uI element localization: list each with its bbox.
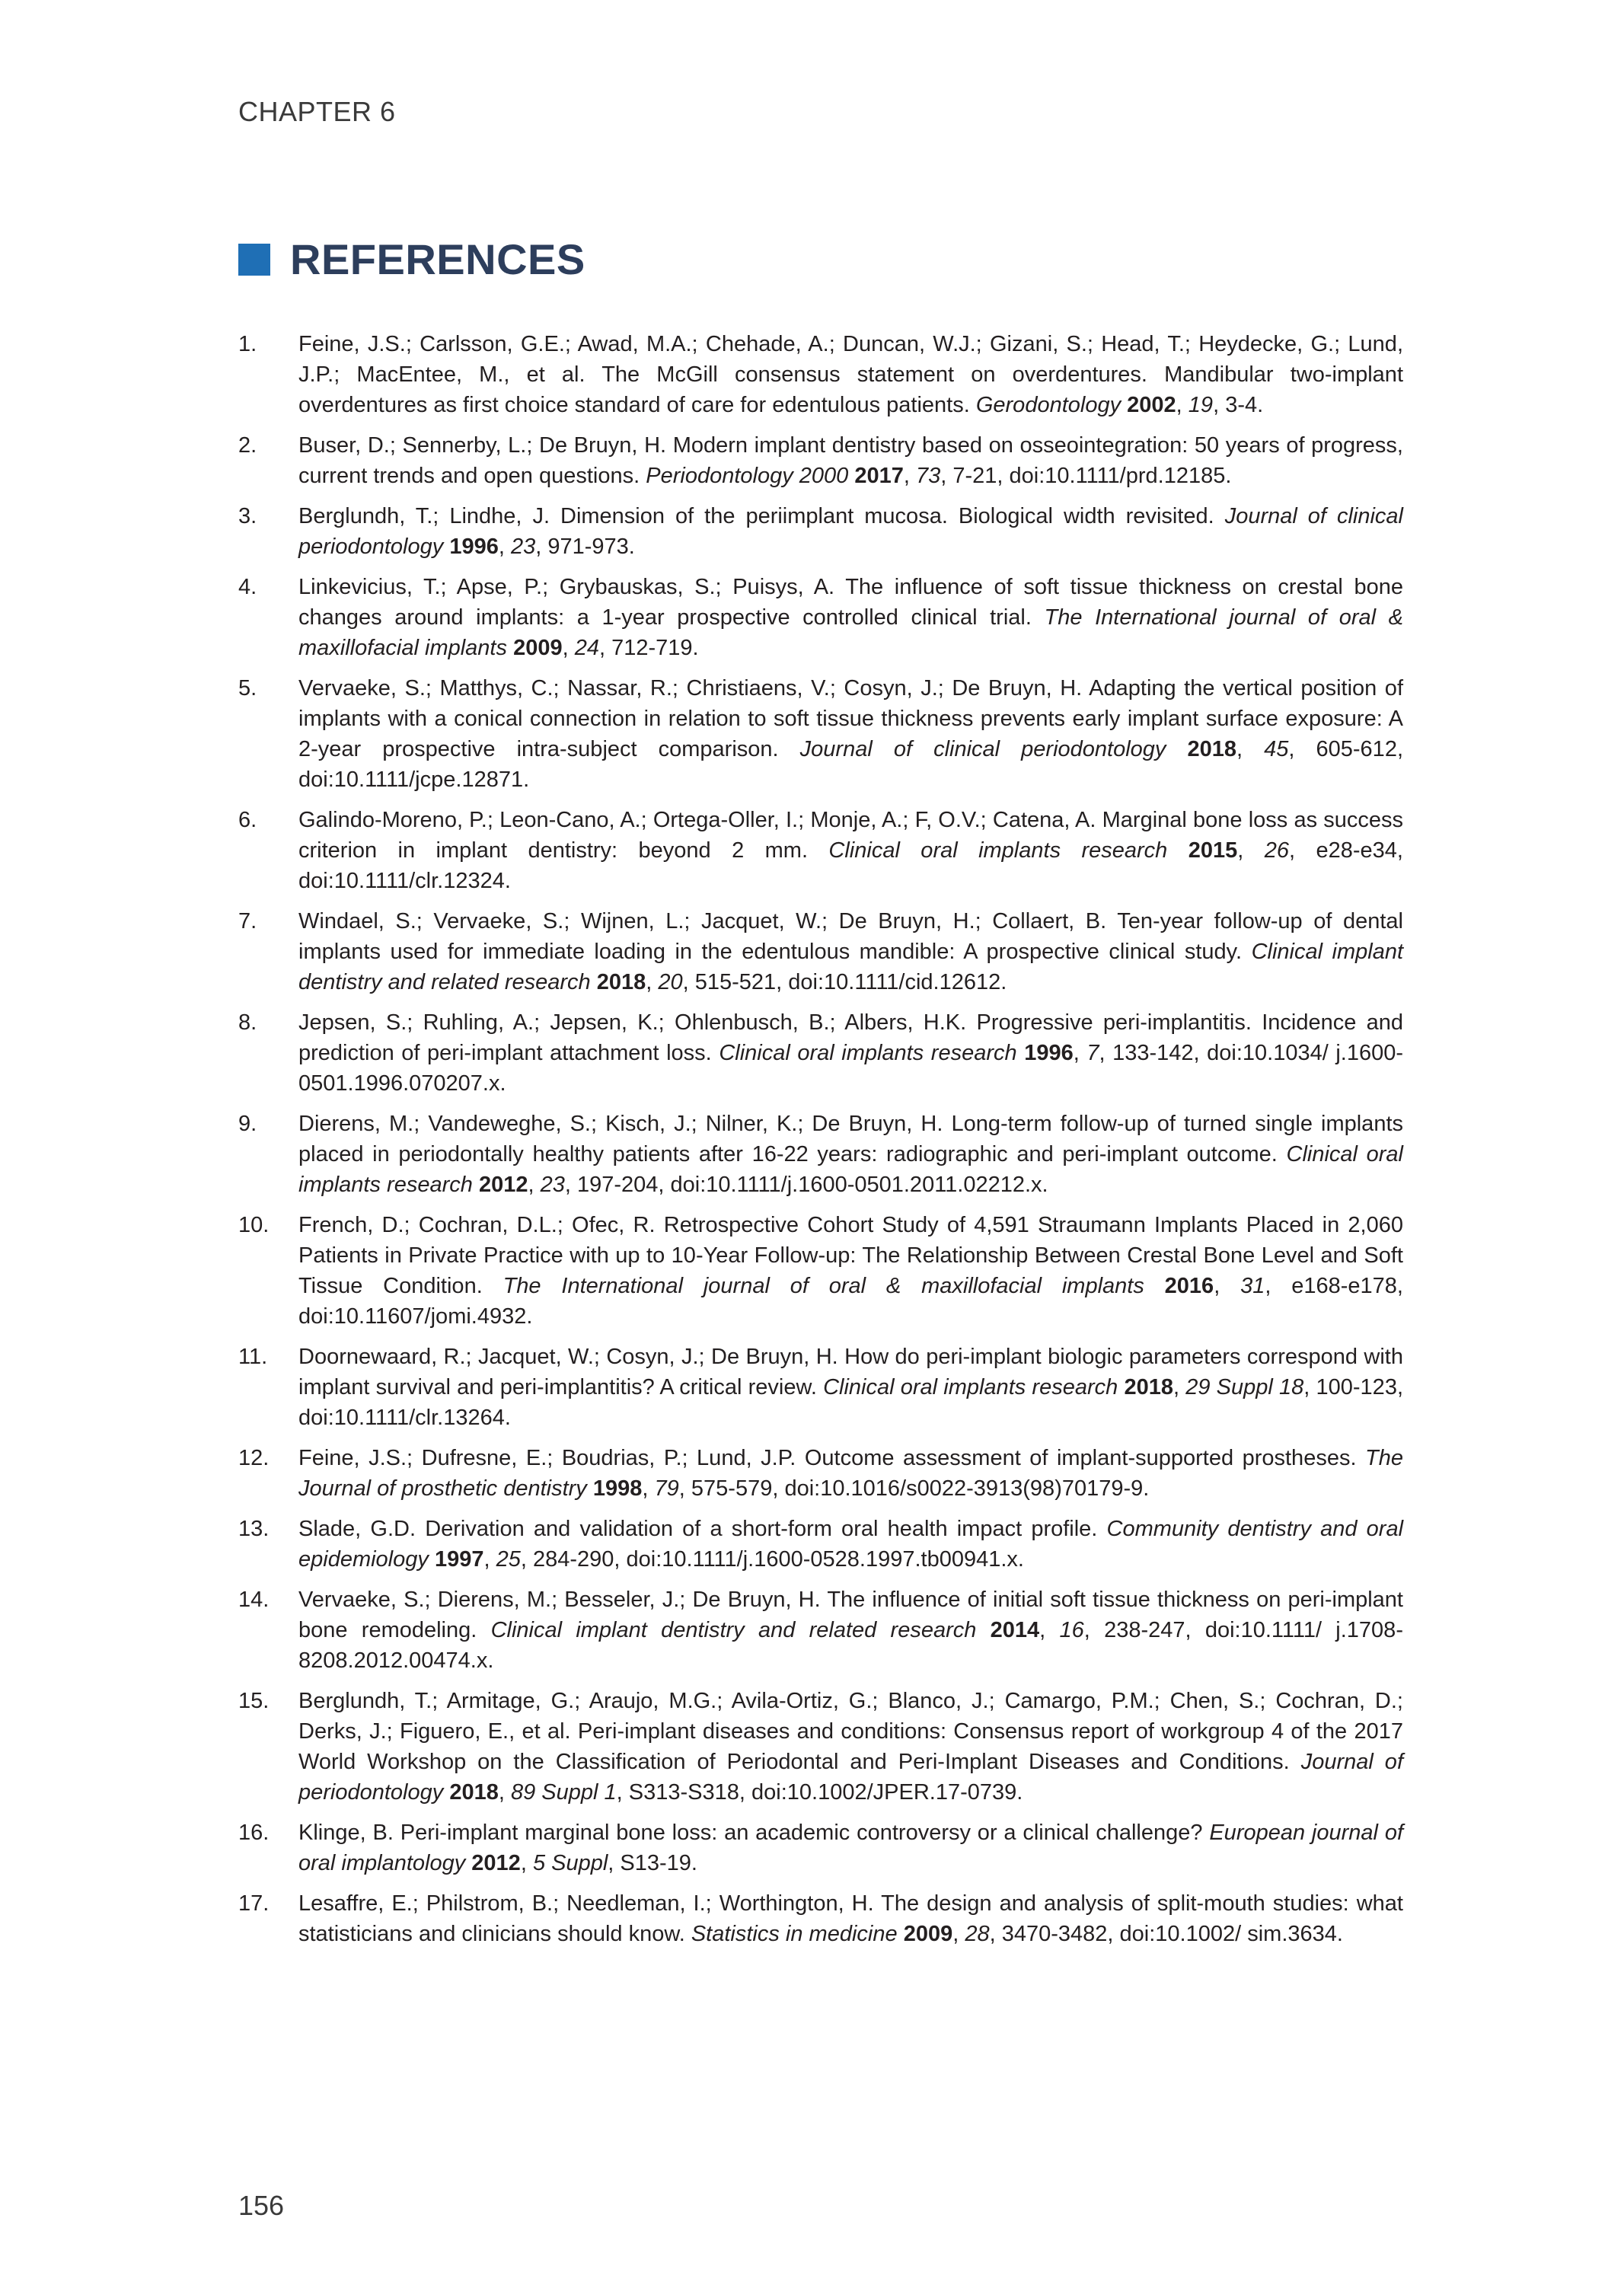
section-heading	[238, 235, 585, 284]
reference-journal: Clinical oral implants research	[823, 1375, 1118, 1399]
reference-title: Progressive peri-implantitis. Incidence and prediction of peri-implant attachment loss.	[298, 1010, 1404, 1065]
reference-year: 1998	[592, 1476, 643, 1501]
reference-year: 2018	[1187, 737, 1236, 761]
reference-item	[238, 329, 1403, 420]
reference-volume: 20	[658, 970, 683, 994]
section-marker-square	[238, 244, 270, 276]
reference-number: 10.	[238, 1213, 270, 1237]
reference-journal: Clinical oral implants research	[298, 1142, 1403, 1197]
reference-text: Klinge, B. Peri-implant marginal bone loss: an academic controversy or a clinical challenge? European journal of oral implantology 2012, 5 Suppl, S13-19.	[298, 1821, 1404, 1875]
reference-journal: Clinical oral implants research	[828, 838, 1168, 863]
reference-year: 2009	[903, 1922, 953, 1946]
reference-item	[238, 1686, 1403, 1808]
reference-title: Peri-implant marginal bone loss: an academic controversy or a clinical challenge?	[400, 1821, 1203, 1845]
reference-list	[238, 329, 1403, 1959]
reference-pages: 971-973.	[547, 535, 635, 559]
reference-volume: 24	[574, 636, 599, 660]
reference-authors: Dierens, M.; Vandeweghe, S.; Kisch, J.; Nilner, K.; De Bruyn, H.	[298, 1112, 943, 1136]
reference-item	[238, 1210, 1403, 1332]
reference-pages: e28-e34, doi:10.1111/clr.12324.	[298, 838, 1403, 893]
reference-pages: 605-612, doi:10.1111/jcpe.12871.	[298, 737, 1404, 792]
reference-item	[238, 906, 1403, 997]
reference-year: 2015	[1188, 838, 1238, 863]
reference-number: 13.	[238, 1517, 270, 1541]
reference-journal: Journal of clinical periodontology	[799, 737, 1166, 761]
reference-year: 2018	[449, 1780, 499, 1805]
reference-authors: Lesaffre, E.; Philstrom, B.; Needleman, I.; Worthington, H.	[298, 1891, 874, 1916]
reference-number: 8.	[238, 1010, 257, 1035]
reference-journal: Community dentistry and oral epidemiology	[298, 1517, 1404, 1572]
reference-title: Peri-implant diseases and conditions: Consensus report of workgroup 4 of the 2017 World Workshop on the Classification of Periodontal and Peri-Implant Diseases and Conditions.	[298, 1719, 1403, 1774]
reference-authors: Linkevicius, T.; Apse, P.; Grybauskas, S.; Puisys, A.	[298, 575, 835, 599]
reference-year: 2018	[596, 970, 646, 994]
reference-text: Doornewaard, R.; Jacquet, W.; Cosyn, J.; De Bruyn, H. How do peri-implant biologic parameters correspond with implant survival and peri-implantitis? A critical review. Clinical oral implants research 2018, 29 Suppl 18, 100-123, doi:10.1111/clr.13264.	[298, 1345, 1404, 1430]
reference-journal: The Journal of prosthetic dentistry	[298, 1446, 1404, 1501]
reference-pages: 3470-3482, doi:10.1002/ sim.3634.	[1001, 1922, 1343, 1946]
reference-journal: Statistics in medicine	[691, 1922, 898, 1946]
reference-title: Long-term follow-up of turned single implants placed in periodontally healthy patients after 16-22 years: radiographic and peri-implant outcome.	[298, 1112, 1403, 1166]
reference-pages: S13-19.	[620, 1851, 697, 1875]
reference-authors: Windael, S.; Vervaeke, S.; Wijnen, L.; Jacquet, W.; De Bruyn, H.; Collaert, B.	[298, 909, 1107, 933]
reference-item	[238, 1817, 1403, 1878]
reference-text: Galindo-Moreno, P.; Leon-Cano, A.; Ortega-Oller, I.; Monje, A.; F, O.V.; Catena, A. Marginal bone loss as success criterion in implant dentistry: beyond 2 mm. Clinical oral implants research 2015, 26, e28-e34, doi:10.1111/clr.12324.	[298, 808, 1403, 893]
reference-authors: Galindo-Moreno, P.; Leon-Cano, A.; Ortega-Oller, I.; Monje, A.; F, O.V.; Catena, A.	[298, 808, 1096, 832]
reference-item	[238, 1109, 1403, 1200]
reference-title: Retrospective Cohort Study of 4,591 Straumann Implants Placed in 2,060 Patients in Private Practice with up to 10-Year Follow-up: The Relationship Between Crestal Bone Level and Soft Tissue Condition.	[298, 1213, 1403, 1298]
reference-text: Jepsen, S.; Ruhling, A.; Jepsen, K.; Ohlenbusch, B.; Albers, H.K. Progressive peri-implantitis. Incidence and prediction of peri-implant attachment loss. Clinical oral implants research 1996, 7, 133-142, doi:10.1034/ j.1600-0501.1996.070207.x.	[298, 1010, 1404, 1096]
reference-pages: 100-123, doi:10.1111/clr.13264.	[298, 1375, 1404, 1430]
reference-volume: 29 Suppl 18	[1185, 1375, 1304, 1399]
reference-number: 16.	[238, 1821, 270, 1845]
reference-journal: Periodontology 2000	[646, 464, 849, 488]
reference-authors: Vervaeke, S.; Dierens, M.; Besseler, J.; De Bruyn, H.	[298, 1588, 821, 1612]
reference-year: 2016	[1164, 1274, 1214, 1298]
reference-journal: Gerodontology	[975, 393, 1121, 417]
reference-volume: 16	[1059, 1618, 1084, 1642]
chapter-header: CHAPTER 6	[238, 96, 396, 127]
reference-year: 1996	[1024, 1041, 1074, 1065]
reference-text: Berglundh, T.; Armitage, G.; Araujo, M.G.; Avila-Ortiz, G.; Blanco, J.; Camargo, P.M.; Chen, S.; Cochran, D.; Derks, J.; Figuero, E., et al. Peri-implant diseases and conditions: Consensus report of workgroup 4 of the 2017 World Workshop on the Classification of Periodontal and Peri-Implant Diseases and Conditions. Journal of periodontology 2018, 89 Suppl 1, S313-S318, doi:10.1002/JPER.17-0739.	[298, 1689, 1403, 1805]
reference-text: Buser, D.; Sennerby, L.; De Bruyn, H. Modern implant dentistry based on osseointegration: 50 years of progress, current trends and open questions. Periodontology 2000 2017, 73, 7-21, doi:10.1111/prd.12185.	[298, 433, 1403, 488]
reference-item	[238, 1443, 1403, 1504]
reference-title: The McGill consensus statement on overdentures. Mandibular two-implant overdentures as first choice standard of care for edentulous patients.	[298, 362, 1403, 417]
reference-text: Feine, J.S.; Carlsson, G.E.; Awad, M.A.; Chehade, A.; Duncan, W.J.; Gizani, S.; Head, T.; Heydecke, G.; Lund, J.P.; MacEntee, M., et al. The McGill consensus statement on overdentures. Mandibular two-implant overdentures as first choice standard of care for edentulous patients. Gerodontology 2002, 19, 3-4.	[298, 332, 1403, 417]
reference-year: 2017	[854, 464, 904, 488]
reference-title: Ten-year follow-up of dental implants used for immediate loading in the edentulous mandible: A prospective clinical study.	[298, 909, 1403, 964]
reference-number: 12.	[238, 1446, 270, 1470]
reference-text: Vervaeke, S.; Dierens, M.; Besseler, J.; De Bruyn, H. The influence of initial soft tissue thickness on peri-implant bone remodeling. Clinical implant dentistry and related research 2014, 16, 238-247, doi:10.1111/ j.1708-8208.2012.00474.x.	[298, 1588, 1403, 1673]
reference-number: 14.	[238, 1588, 270, 1612]
reference-volume: 19	[1188, 393, 1214, 417]
reference-number: 17.	[238, 1891, 270, 1916]
reference-journal: Clinical oral implants research	[719, 1041, 1017, 1065]
reference-text: Lesaffre, E.; Philstrom, B.; Needleman, I.; Worthington, H. The design and analysis of split-mouth studies: what statisticians and clinicians should know. Statistics in medicine 2009, 28, 3470-3482, doi:10.1002/ sim.3634.	[298, 1891, 1403, 1946]
reference-item	[238, 673, 1403, 795]
reference-pages: 7-21, doi:10.1111/prd.12185.	[952, 464, 1232, 488]
reference-number: 3.	[238, 504, 257, 528]
reference-number: 9.	[238, 1112, 257, 1136]
reference-pages: 197-204, doi:10.1111/j.1600-0501.2011.02212.x.	[576, 1173, 1048, 1197]
reference-journal: Journal of periodontology	[298, 1750, 1403, 1805]
reference-authors: Feine, J.S.; Carlsson, G.E.; Awad, M.A.; Chehade, A.; Duncan, W.J.; Gizani, S.; Head, T.; Heydecke, G.; Lund, J.P.; MacEntee, M., et al.	[298, 332, 1403, 387]
reference-title: The design and analysis of split-mouth studies: what statisticians and clinicians should know.	[298, 1891, 1403, 1946]
reference-volume: 7	[1086, 1041, 1099, 1065]
reference-authors: Klinge, B.	[298, 1821, 394, 1845]
reference-pages: 284-290, doi:10.1111/j.1600-0528.1997.tb00941.x.	[532, 1547, 1024, 1572]
reference-volume: 26	[1264, 838, 1290, 863]
reference-text: Slade, G.D. Derivation and validation of a short-form oral health impact profile. Community dentistry and oral epidemiology 1997, 25, 284-290, doi:10.1111/j.1600-0528.1997.tb00941.x.	[298, 1517, 1404, 1572]
reference-volume: 23	[510, 535, 536, 559]
reference-text: Windael, S.; Vervaeke, S.; Wijnen, L.; Jacquet, W.; De Bruyn, H.; Collaert, B. Ten-year follow-up of dental implants used for immediate loading in the edentulous mandible: A prospective clinical study. Clinical implant dentistry and related research 2018, 20, 515-521, doi:10.1111/cid.12612.	[298, 909, 1404, 994]
reference-text: Feine, J.S.; Dufresne, E.; Boudrias, P.; Lund, J.P. Outcome assessment of implant-supported prostheses. The Journal of prosthetic dentistry 1998, 79, 575-579, doi:10.1016/s0022-3913(98)70179-9.	[298, 1446, 1404, 1501]
reference-number: 11.	[238, 1345, 268, 1369]
page-number: 156	[238, 2190, 285, 2221]
reference-number: 6.	[238, 808, 257, 832]
reference-title: The influence of initial soft tissue thickness on peri-implant bone remodeling.	[298, 1588, 1403, 1642]
reference-title: The influence of soft tissue thickness on crestal bone changes around implants: a 1-year prospective controlled clinical trial.	[298, 575, 1403, 630]
reference-item	[238, 1888, 1403, 1949]
reference-pages: 3-4.	[1225, 393, 1264, 417]
reference-journal: European journal of oral implantology	[298, 1821, 1404, 1875]
reference-journal: Clinical implant dentistry and related research	[490, 1618, 977, 1642]
reference-year: 2018	[1124, 1375, 1173, 1399]
reference-volume: 23	[540, 1173, 565, 1197]
reference-item	[238, 1342, 1403, 1433]
reference-year: 2012	[471, 1851, 521, 1875]
reference-pages: 515-521, doi:10.1111/cid.12612.	[694, 970, 1007, 994]
reference-volume: 73	[916, 464, 941, 488]
reference-pages: e168-e178, doi:10.11607/jomi.4932.	[298, 1274, 1403, 1329]
reference-year: 2009	[513, 636, 563, 660]
reference-volume: 45	[1264, 737, 1289, 761]
reference-number: 15.	[238, 1689, 270, 1713]
reference-authors: French, D.; Cochran, D.L.; Ofec, R.	[298, 1213, 656, 1237]
reference-number: 5.	[238, 676, 257, 700]
reference-year: 1996	[449, 535, 499, 559]
reference-pages: S313-S318, doi:10.1002/JPER.17-0739.	[628, 1780, 1023, 1805]
reference-title: Modern implant dentistry based on osseointegration: 50 years of progress, current trends and open questions.	[298, 433, 1403, 488]
reference-number: 7.	[238, 909, 257, 933]
reference-year: 2002	[1127, 393, 1176, 417]
reference-authors: Slade, G.D.	[298, 1517, 416, 1541]
reference-title: Derivation and validation of a short-form oral health impact profile.	[425, 1517, 1098, 1541]
reference-text: Linkevicius, T.; Apse, P.; Grybauskas, S.; Puisys, A. The influence of soft tissue thickness on crestal bone changes around implants: a 1-year prospective controlled clinical trial. The International journal of oral & maxillofacial implants 2009, 24, 712-719.	[298, 575, 1404, 660]
reference-volume: 79	[654, 1476, 679, 1501]
reference-authors: Vervaeke, S.; Matthys, C.; Nassar, R.; Christiaens, V.; Cosyn, J.; De Bruyn, H.	[298, 676, 1083, 700]
reference-number: 1.	[238, 332, 257, 356]
reference-title: How do peri-implant biologic parameters correspond with implant survival and peri-implantitis? A critical review.	[298, 1345, 1403, 1399]
reference-item	[238, 1007, 1403, 1099]
reference-journal: The International journal of oral & maxillofacial implants	[298, 605, 1404, 660]
reference-text: Dierens, M.; Vandeweghe, S.; Kisch, J.; Nilner, K.; De Bruyn, H. Long-term follow-up of turned single implants placed in periodontally healthy patients after 16-22 years: radiographic and peri-implant outcome. Clinical oral implants research 2012, 23, 197-204, doi:10.1111/j.1600-0501.2011.02212.x.	[298, 1112, 1403, 1197]
reference-year: 2012	[478, 1173, 528, 1197]
reference-journal: Journal of clinical periodontology	[298, 504, 1403, 559]
reference-item	[238, 805, 1403, 896]
reference-title: Outcome assessment of implant-supported prostheses.	[804, 1446, 1357, 1470]
reference-journal: The International journal of oral & maxillofacial implants	[503, 1274, 1144, 1298]
reference-volume: 31	[1240, 1274, 1265, 1298]
reference-item	[238, 1585, 1403, 1676]
reference-text: Vervaeke, S.; Matthys, C.; Nassar, R.; Christiaens, V.; Cosyn, J.; De Bruyn, H. Adapting the vertical position of implants with a conical connection in relation to soft tissue thickness prevents early implant surface exposure: A 2-year prospective intra-subject comparison. Journal of clinical periodontology 2018, 45, 605-612, doi:10.1111/jcpe.12871.	[298, 676, 1404, 792]
reference-year: 2014	[990, 1618, 1040, 1642]
reference-authors: Jepsen, S.; Ruhling, A.; Jepsen, K.; Ohlenbusch, B.; Albers, H.K.	[298, 1010, 967, 1035]
reference-pages: 133-142, doi:10.1034/ j.1600-0501.1996.070207.x.	[298, 1041, 1403, 1096]
reference-volume: 89 Suppl 1	[510, 1780, 617, 1805]
reference-pages: 575-579, doi:10.1016/s0022-3913(98)70179-9.	[691, 1476, 1150, 1501]
reference-pages: 712-719.	[611, 636, 699, 660]
reference-volume: 28	[965, 1922, 990, 1946]
reference-item	[238, 501, 1403, 562]
reference-authors: Buser, D.; Sennerby, L.; De Bruyn, H.	[298, 433, 667, 458]
reference-volume: 25	[496, 1547, 521, 1572]
reference-volume: 5 Suppl	[532, 1851, 608, 1875]
reference-title: Dimension of the periimplant mucosa. Biological width revisited.	[560, 504, 1214, 528]
reference-number: 4.	[238, 575, 257, 599]
reference-authors: Doornewaard, R.; Jacquet, W.; Cosyn, J.; De Bruyn, H.	[298, 1345, 838, 1369]
reference-title: Adapting the vertical position of implants with a conical connection in relation to soft tissue thickness prevents early implant surface exposure: A 2-year prospective intra-subject comparison.	[298, 676, 1403, 761]
reference-item	[238, 430, 1403, 491]
reference-year: 1997	[434, 1547, 484, 1572]
reference-item	[238, 572, 1403, 663]
reference-authors: Berglundh, T.; Armitage, G.; Araujo, M.G.; Avila-Ortiz, G.; Blanco, J.; Camargo, P.M.; Chen, S.; Cochran, D.; Derks, J.; Figuero, E., et al.	[298, 1689, 1403, 1744]
reference-text: Berglundh, T.; Lindhe, J. Dimension of the periimplant mucosa. Biological width revisited. Journal of clinical periodontology 1996, 23, 971-973.	[298, 504, 1403, 559]
section-title: REFERENCES	[290, 235, 585, 283]
reference-pages: 238-247, doi:10.1111/ j.1708-8208.2012.00474.x.	[298, 1618, 1403, 1673]
reference-journal: Clinical implant dentistry and related research	[298, 940, 1404, 994]
reference-authors: Feine, J.S.; Dufresne, E.; Boudrias, P.; Lund, J.P.	[298, 1446, 796, 1470]
reference-text: French, D.; Cochran, D.L.; Ofec, R. Retrospective Cohort Study of 4,591 Straumann Implants Placed in 2,060 Patients in Private Practice with up to 10-Year Follow-up: The Relationship Between Crestal Bone Level and Soft Tissue Condition. The International journal of oral & maxillofacial implants 2016, 31, e168-e178, doi:10.11607/jomi.4932.	[298, 1213, 1403, 1329]
reference-authors: Berglundh, T.; Lindhe, J.	[298, 504, 550, 528]
reference-title: Marginal bone loss as success criterion in implant dentistry: beyond 2 mm.	[298, 808, 1403, 863]
reference-item	[238, 1514, 1403, 1575]
reference-number: 2.	[238, 433, 257, 458]
